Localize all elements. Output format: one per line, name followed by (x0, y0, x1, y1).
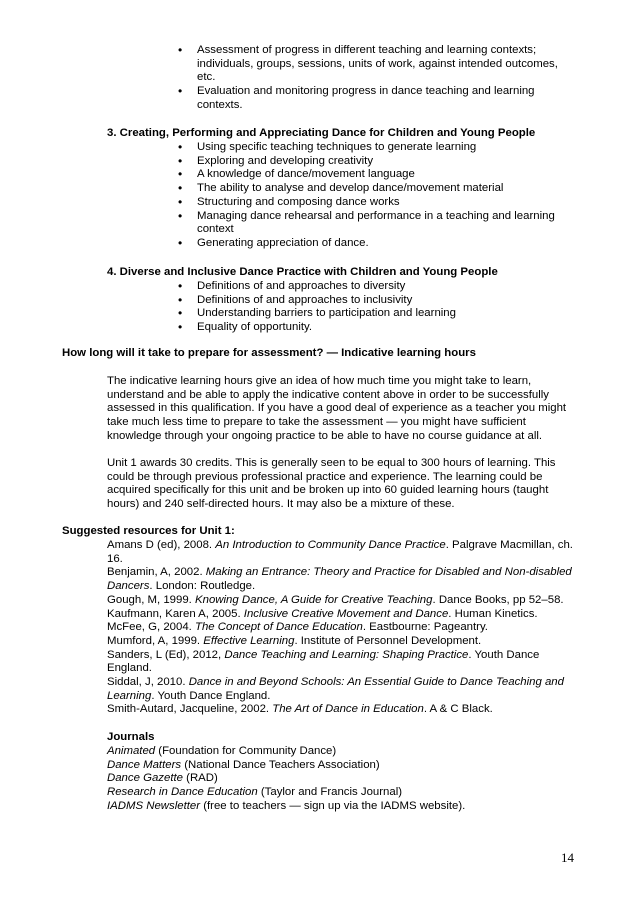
reference-item: Smith-Autard, Jacqueline, 2002. The Art of Dance in Education. A & C Black. (107, 703, 493, 716)
section2-bullet-list (175, 44, 570, 113)
hours-heading: How long will it take to prepare for assessment? — Indicative learning hours (62, 347, 476, 359)
resources-heading: Suggested resources for Unit 1: (62, 525, 235, 537)
list-item: • Understanding barriers to participation and learning (175, 307, 575, 321)
journals-list (107, 745, 582, 814)
hours-paragraph-2: Unit 1 awards 30 credits. This is generally seen to be equal to 300 hours of learning. This could be through previous professional practice and experience. The learning could be acquired specifically for this unit and be broken up into 60 guided learning hours (taught hours) and 240 self-directed hours. It may also be a mixture of these. (107, 457, 556, 511)
reference-item: Siddal, J, 2010. Dance in and Beyond Schools: An Essential Guide to Dance Teaching and Learning. Youth Dance England. (107, 676, 564, 702)
reference-item: Benjamin, A, 2002. Making an Entrance: Theory and Practice for Disabled and Non-disabled Dancers. London: Routledge. (107, 566, 572, 593)
hours-paragraph-1: The indicative learning hours give an idea of how much time you might take to learn, understand and be able to apply the indicative content above in order to be successfully assessed in this qualification. If you have a good deal of experience as a teacher you might take much less time to prepare to take the assessment — you might have sufficient knowledge through your ongoing practice to be able to have no course guidance at all. (107, 375, 567, 442)
list-item: • Definitions of and approaches to inclusivity (175, 294, 575, 308)
reference-item: Mumford, A, 1999. Effective Learning. Institute of Personnel Development. (107, 634, 482, 647)
list-item: • Generating appreciation of dance. (175, 237, 575, 251)
reference-item: Kaufmann, Karen A, 2005. Inclusive Creative Movement and Dance. Human Kinetics. (107, 607, 538, 620)
journal-item: Dance Matters (National Dance Teachers Association) (107, 758, 380, 771)
list-item: • Using specific teaching techniques to generate learning (175, 141, 575, 155)
journal-item: Dance Gazette (RAD) (107, 772, 218, 785)
page-number: 14 (561, 850, 574, 865)
journal-item: Animated (Foundation for Community Dance) (107, 745, 337, 757)
journals-heading: Journals (107, 731, 155, 743)
section4-heading: 4. Diverse and Inclusive Dance Practice with Children and Young People (107, 266, 498, 278)
list-item: • Exploring and developing creativity (175, 155, 575, 169)
reference-item: Gough, M, 1999. Knowing Dance, A Guide for Creative Teaching. Dance Books, pp 52–58. (107, 593, 564, 606)
journal-item: Research in Dance Education (Taylor and Francis Journal) (107, 786, 403, 799)
reference-item: McFee, G, 2004. The Concept of Dance Education. Eastbourne: Pageantry. (107, 621, 488, 634)
list-item: • Managing dance rehearsal and performance in a teaching and learning context (175, 210, 575, 237)
journal-item: IADMS Newsletter (free to teachers — sign up via the IADMS website). (107, 799, 466, 812)
section3-bullet-list (175, 141, 575, 251)
list-item: • Equality of opportunity. (175, 321, 575, 335)
list-item: • The ability to analyse and develop dance/movement material (175, 182, 575, 196)
list-item: • Assessment of progress in different teaching and learning contexts; individuals, groups, sessions, units of work, against intended outcomes, etc. (175, 44, 570, 85)
list-item: • A knowledge of dance/movement language (175, 168, 575, 182)
resources-list (107, 539, 582, 717)
reference-item: Amans D (ed), 2008. An Introduction to Community Dance Practice. Palgrave Macmillan, ch. 16. (107, 539, 573, 565)
reference-item: Sanders, L (Ed), 2012, Dance Teaching and Learning: Shaping Practice. Youth Dance England. (107, 648, 540, 675)
list-item: • Evaluation and monitoring progress in dance teaching and learning contexts. (175, 85, 570, 112)
section4-bullet-list (175, 280, 575, 335)
list-item: • Structuring and composing dance works (175, 196, 575, 210)
section3-heading: 3. Creating, Performing and Appreciating Dance for Children and Young People (107, 127, 536, 139)
list-item: • Definitions of and approaches to diversity (175, 280, 575, 294)
